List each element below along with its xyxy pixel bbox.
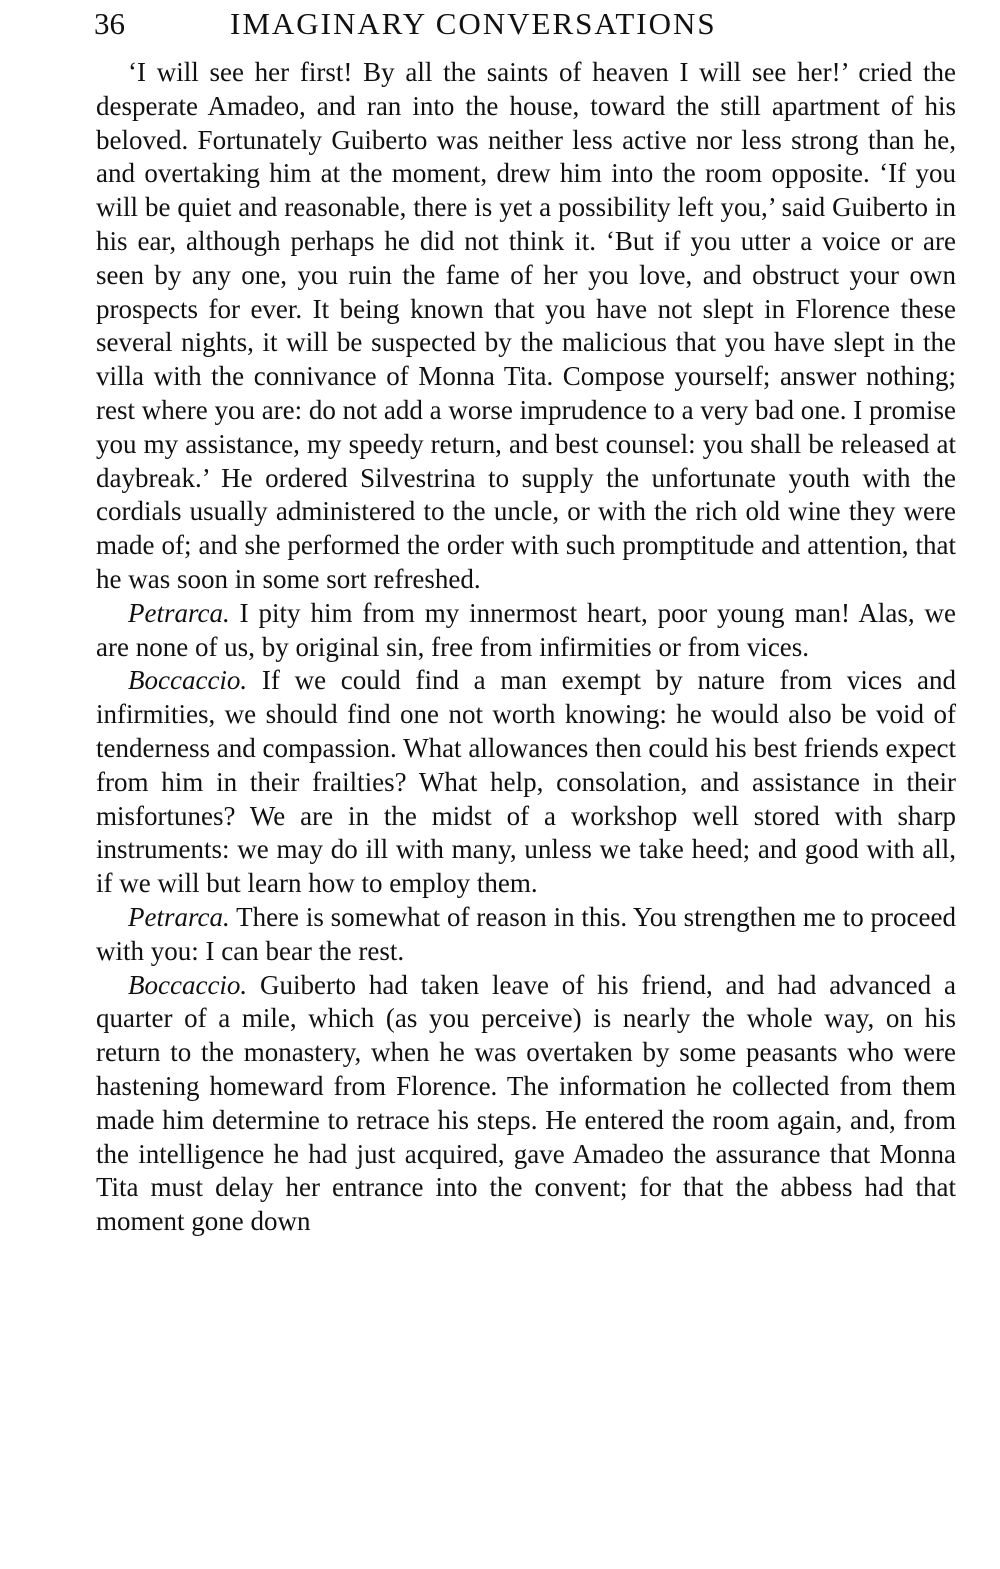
paragraph-text: There is somewhat of reason in this. You strengthen me to proceed with you: I can bear the rest. [96,901,956,966]
paragraph-text: Guiberto had taken leave of his friend, and had advanced a quarter of a mile, which (as you perceive) is nearly the whole way, on his return to the monastery, when he was overtaken by some peasants who were hastening homeward from Florence. The information he collected from them made him determine to retrace his steps. He entered the room again, and, from the intelligence he had just acquired, gave Amadeo the assurance that Monna Tita must delay her entrance into the convent; for that the abbess had that moment gone down [96,969,956,1237]
speaker-name: Petrarca. [128,597,230,628]
paragraph [96,56,956,597]
paragraph-text: ‘I will see her first! By all the saints of heaven I will see her!’ cried the desperate Amadeo, and ran into the house, toward the still apartment of his beloved. Fortunately Guiberto was neither less active nor less strong than he, and overtaking him at the moment, drew him into the room opposite. ‘If you will be quiet and reasonable, there is yet a possibility left you,’ said Guiberto in his ear, although perhaps he did not think it. ‘But if you utter a voice or are seen by any one, you ruin the fame of her you love, and obstruct your own prospects for ever. It being known that you have not slept in Florence these several nights, it will be suspected by the malicious that you have slept in the villa with the connivance of Monna Tita. Compose yourself; answer nothing; rest where you are: do not add a worse imprudence to a very bad one. I promise you my assistance, my speedy return, and best counsel: you shall be released at daybreak.’ He ordered Silvestrina to supply the unfortunate youth with the cordials usually administered to the uncle, or with the rich old wine they were made of; and she performed the order with such promptitude and attention, that he was soon in some sort refreshed. [96,57,956,594]
page-header [94,2,854,46]
speaker-name: Boccaccio. [128,665,248,696]
paragraph [96,597,956,665]
page-number: 36 [94,6,125,41]
speaker-name: Boccaccio. [128,969,248,1000]
paragraph [96,664,956,901]
paragraph-text: I pity him from my innermost heart, poor young man! Alas, we are none of us, by original sin, free from infirmities or from vices. [96,597,956,662]
paragraph-text: If we could find a man exempt by nature from vices and infirmities, we should find one not worth knowing: he would also be void of tenderness and compassion. What allowances then could his best friends expect from him in their frailties? What help, consolation, and assistance in their misfortunes? We are in the midst of a workshop well stored with sharp instruments: we may do ill with many, unless we take heed; and good with all, if we will but learn how to employ them. [96,665,956,899]
speaker-name: Petrarca. [128,901,230,932]
body-text [96,56,956,1239]
paragraph [96,969,956,1239]
paragraph [96,901,956,969]
running-head: IMAGINARY CONVERSATIONS [230,6,717,41]
